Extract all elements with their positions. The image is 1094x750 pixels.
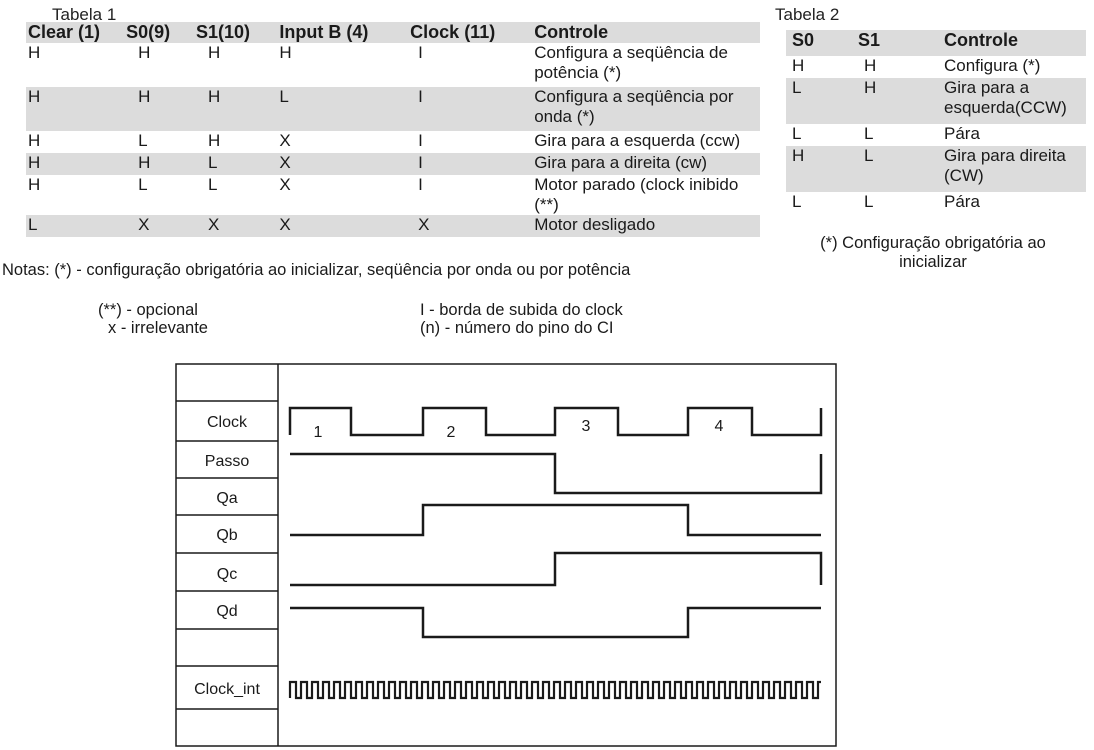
table-cell: H: [28, 131, 41, 150]
table-cell: L: [792, 78, 802, 97]
signal-label-passo: Passo: [204, 453, 250, 470]
signal-label-qb: Qb: [216, 527, 238, 544]
table1-header-clear: Clear (1): [28, 22, 101, 42]
table-cell: X: [279, 175, 291, 194]
table-cell: X: [279, 215, 291, 234]
table-cell: Motor parado (clock inibido (**): [534, 175, 739, 214]
table-cell: L: [138, 131, 148, 150]
table-cell: L: [864, 146, 874, 165]
table-cell: X: [138, 215, 150, 234]
table-cell: H: [792, 146, 805, 165]
table-cell: L: [279, 87, 289, 106]
table-cell: Gira para a direita (cw): [534, 153, 708, 172]
waveform-qd: [290, 608, 821, 637]
table-cell: H: [138, 87, 151, 106]
table-cell: L: [792, 192, 802, 211]
table1-header-inputb: Input B (4): [279, 22, 369, 42]
notes-optional: (**) - opcional: [98, 301, 198, 319]
table-cell: H: [138, 153, 151, 172]
table-cell: L: [28, 215, 38, 234]
table-cell: H: [792, 56, 805, 75]
clock-step-1: 1: [313, 424, 323, 441]
table2-header-controle: Controle: [944, 30, 1018, 50]
table-cell: I: [418, 131, 423, 150]
table-cell: X: [418, 215, 430, 234]
clock-step-4: 4: [714, 418, 724, 435]
notes-pin-number: (n) - número do pino do CI: [420, 319, 614, 337]
signal-label-qd: Qd: [216, 603, 238, 620]
notes-line1: Notas: (*) - configuração obrigatória ao inicializar, seqüência por onda ou por potência: [2, 261, 631, 279]
table-cell: L: [207, 175, 218, 194]
table-cell: Gira para direita (CW): [944, 146, 1066, 185]
table2-footnote: (*) Configuração obrigatória ao inicializar: [820, 234, 1046, 271]
table-cell: L: [864, 124, 874, 143]
waveform-clock: [290, 408, 821, 435]
table1-header-s1: S1(10): [195, 22, 250, 42]
waveform-qb: [290, 505, 821, 535]
table-cell: Configura a seqüência por onda (*): [534, 87, 734, 126]
waveform-clock-int: [290, 682, 821, 698]
table-cell: H: [864, 78, 877, 97]
table-cell: L: [138, 175, 148, 194]
table-cell: H: [279, 43, 292, 62]
table-cell: Gira para a esquerda(CCW): [944, 78, 1067, 117]
waveform-qc: [290, 553, 821, 585]
table-cell: H: [864, 56, 877, 75]
table-cell: H: [28, 153, 41, 172]
table-cell: H: [207, 43, 221, 62]
table-cell: L: [864, 192, 874, 211]
table-cell: H: [28, 87, 41, 106]
table-cell: X: [279, 153, 291, 172]
table-cell: Configura (*): [944, 56, 1041, 75]
table1-caption: Tabela 1: [52, 5, 117, 24]
table-cell: I: [418, 175, 423, 194]
table-cell: H: [207, 87, 221, 106]
notes-rising-edge: I - borda de subida do clock: [420, 301, 623, 319]
signal-label-qc: Qc: [216, 566, 238, 583]
table-cell: H: [28, 175, 41, 194]
table-cell: H: [138, 43, 151, 62]
table-cell: Pára: [944, 192, 980, 211]
table-cell: H: [207, 131, 221, 150]
table1-header-clock: Clock (11): [410, 22, 496, 42]
notes-irrelevant: x - irrelevante: [108, 319, 208, 337]
clock-step-3: 3: [581, 418, 591, 435]
table-cell: X: [207, 215, 220, 234]
waveform-passo: [290, 454, 821, 493]
table1-header-controle: Controle: [534, 22, 609, 42]
table-cell: I: [418, 87, 423, 106]
table-cell: L: [792, 124, 802, 143]
table-cell: X: [279, 131, 291, 150]
table-cell: Configura a seqüência de potência (*): [534, 43, 728, 82]
table-cell: I: [418, 153, 423, 172]
table-cell: H: [28, 43, 41, 62]
table2-header-s0: S0: [792, 30, 815, 50]
signal-label-clock: Clock: [206, 414, 248, 431]
table2-header-s1: S1: [858, 30, 881, 50]
clock-step-2: 2: [446, 424, 456, 441]
table-cell: Gira para a esquerda (ccw): [534, 131, 741, 150]
table1-header-s0: S0(9): [126, 22, 171, 42]
table2-caption: Tabela 2: [775, 5, 840, 24]
signal-label-clock-int: Clock_int: [194, 681, 260, 698]
table-cell: Motor desligado: [534, 215, 656, 234]
table-cell: Pára: [944, 124, 980, 143]
table-cell: L: [207, 153, 218, 172]
signal-label-qa: Qa: [216, 490, 238, 507]
table-cell: I: [418, 43, 423, 62]
